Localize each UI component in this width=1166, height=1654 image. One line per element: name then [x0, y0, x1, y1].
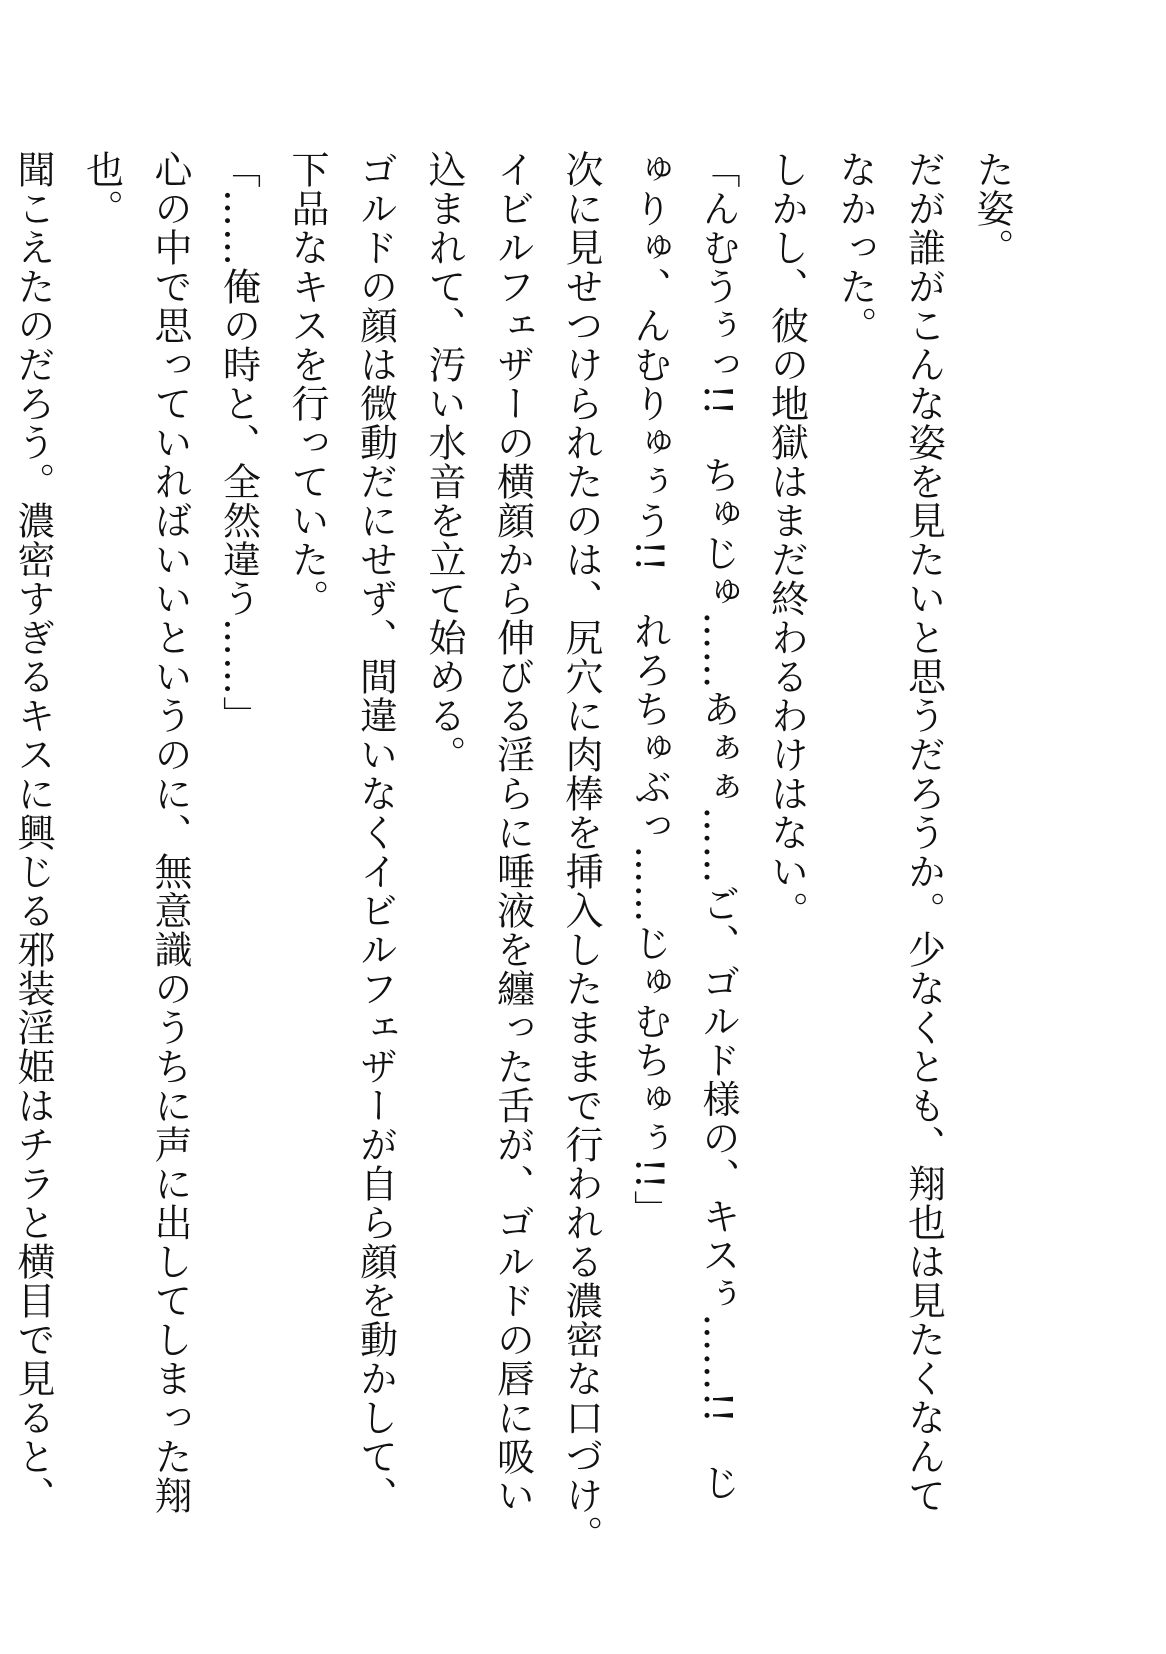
text-line-4: しかし、彼の地獄はまだ終わるわけはない。	[764, 150, 809, 930]
text-line-2: だが誰がこんな姿を見たいと思うだろうか。少なくとも、翔也は見たくなんて	[901, 150, 946, 1515]
text-line-11: 下品なキスを行っていた。	[285, 150, 329, 618]
text-line-5: 「んむうぅっ!! ちゅじゅ……あぁぁ……ご、ゴルド様の、キスぅ……!! じ	[696, 150, 740, 1503]
vertical-body-text	[0, 150, 1026, 1554]
text-line-3: なかった。	[833, 150, 877, 345]
text-line-7: 次に見せつけられたのは、尻穴に肉棒を挿入したままで行われる濃密な口づけ。	[559, 150, 603, 1554]
text-line-13: 心の中で思っていればいいというのに、無意識のうちに声に出してしまった翔	[148, 150, 192, 1515]
text-line-14: 也。	[79, 150, 124, 228]
text-line-10: ゴルドの顔は微動だにせず、間違いなくイビルフェザーが自ら顔を動かして、	[353, 150, 398, 1515]
text-line-9: 込まれて、汚い水音を立て始める。	[422, 150, 466, 774]
text-line-6: ゅりゅ、んむりゅぅう!! れろちゅぶっ……じゅむちゅぅ!!」	[627, 150, 672, 1230]
text-line-15: 聞こえたのだろう。濃密すぎるキスに興じる邪装淫姫はチラと横目で見ると、	[11, 150, 55, 1515]
text-line-1: た姿。	[970, 150, 1014, 267]
text-line-8: イビルフェザーの横顔から伸びる淫らに唾液を纏った舌が、ゴルドの唇に吸い	[490, 150, 535, 1515]
text-line-12: 「……俺の時と、全然違う……」	[216, 150, 261, 735]
